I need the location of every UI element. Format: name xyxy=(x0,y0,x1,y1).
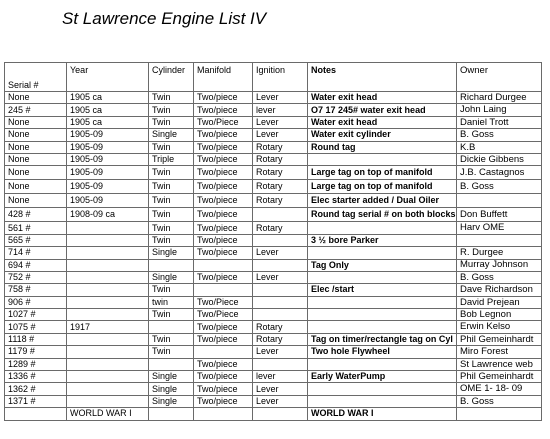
cell-year xyxy=(67,222,149,234)
cell-notes xyxy=(308,309,457,321)
cell-owner: Dave Richardson xyxy=(457,284,542,296)
cell-cylinder xyxy=(149,259,194,271)
cell-cylinder: Single xyxy=(149,383,194,395)
cell-year: 1905-09 xyxy=(67,166,149,180)
table-row xyxy=(5,247,542,259)
cell-manifold: Two/piece xyxy=(194,208,253,222)
cell-cylinder xyxy=(149,321,194,333)
cell-ignition xyxy=(253,296,308,308)
cell-serial: 1075 # xyxy=(5,321,67,333)
table-row xyxy=(5,271,542,283)
cell-year xyxy=(67,309,149,321)
page-title: St Lawrence Engine List IV xyxy=(62,9,267,28)
cell-owner: Phil Gemeinhardt xyxy=(457,371,542,383)
cell-notes: Water exit head xyxy=(308,92,457,104)
cell-owner: B. Goss xyxy=(457,129,542,141)
table-row xyxy=(5,194,542,208)
cell-manifold: Two/piece xyxy=(194,166,253,180)
cell-serial: 714 # xyxy=(5,247,67,259)
cell-owner: J.B. Castagnos xyxy=(457,166,542,180)
cell-year xyxy=(67,358,149,370)
cell-manifold: Two/piece xyxy=(194,234,253,246)
cell-year: 1905 ca xyxy=(67,116,149,128)
cell-ignition: Rotary xyxy=(253,222,308,234)
cell-ignition: Lever xyxy=(253,395,308,407)
cell-manifold: Two/piece xyxy=(194,153,253,165)
cell-manifold: Two/piece xyxy=(194,395,253,407)
cell-serial: None xyxy=(5,141,67,153)
table-row xyxy=(5,395,542,407)
cell-cylinder xyxy=(149,358,194,370)
cell-notes xyxy=(308,358,457,370)
cell-owner: Bob Legnon xyxy=(457,309,542,321)
table-row xyxy=(5,346,542,358)
table-body xyxy=(5,63,542,421)
cell-ignition: Rotary xyxy=(253,333,308,345)
table-header-row xyxy=(5,63,542,92)
cell-notes: 3 ½ bore Parker xyxy=(308,234,457,246)
cell-owner: OME 1- 18- 09 xyxy=(457,383,542,395)
cell-manifold: Two/piece xyxy=(194,222,253,234)
cell-manifold xyxy=(194,346,253,358)
column-header-notes: Notes xyxy=(308,63,457,92)
cell-ignition: Rotary xyxy=(253,153,308,165)
cell-manifold: Two/piece xyxy=(194,271,253,283)
column-header-cylinder: Cylinder xyxy=(149,63,194,92)
cell-owner: B. Goss xyxy=(457,271,542,283)
cell-serial: 561 # xyxy=(5,222,67,234)
cell-notes: Tag Only xyxy=(308,259,457,271)
cell-owner: Erwin Kelso xyxy=(457,321,542,333)
cell-cylinder: Twin xyxy=(149,346,194,358)
cell-manifold xyxy=(194,408,253,420)
cell-serial: 1289 # xyxy=(5,358,67,370)
cell-cylinder: Twin xyxy=(149,141,194,153)
cell-manifold: Two/piece xyxy=(194,371,253,383)
table-row xyxy=(5,408,542,420)
cell-ignition: lever xyxy=(253,371,308,383)
cell-year xyxy=(67,371,149,383)
cell-ignition xyxy=(253,259,308,271)
cell-cylinder: Twin xyxy=(149,222,194,234)
cell-ignition: Rotary xyxy=(253,194,308,208)
column-header-year: Year xyxy=(67,63,149,92)
cell-notes: Water exit cylinder xyxy=(308,129,457,141)
cell-notes: Round tag serial # on both blocks xyxy=(308,208,457,222)
cell-manifold: Two/piece xyxy=(194,333,253,345)
cell-manifold: Two/piece xyxy=(194,141,253,153)
cell-owner: K.B xyxy=(457,141,542,153)
cell-ignition: Lever xyxy=(253,116,308,128)
cell-ignition xyxy=(253,309,308,321)
cell-year xyxy=(67,284,149,296)
table-row xyxy=(5,371,542,383)
cell-serial: 565 # xyxy=(5,234,67,246)
table-row xyxy=(5,153,542,165)
cell-owner xyxy=(457,234,542,246)
cell-year xyxy=(67,383,149,395)
cell-cylinder: Twin xyxy=(149,333,194,345)
cell-serial: 1362 # xyxy=(5,383,67,395)
cell-ignition: lever xyxy=(253,104,308,116)
cell-notes xyxy=(308,383,457,395)
cell-notes: Large tag on top of manifold xyxy=(308,166,457,180)
cell-owner: Phil Gemeinhardt xyxy=(457,333,542,345)
table-row xyxy=(5,284,542,296)
cell-manifold: Two/piece xyxy=(194,321,253,333)
cell-notes: Tag on timer/rectangle tag on Cyl xyxy=(308,333,457,345)
cell-serial: None xyxy=(5,92,67,104)
cell-cylinder: Twin xyxy=(149,208,194,222)
cell-ignition: Lever xyxy=(253,247,308,259)
column-header-serial: Serial # xyxy=(5,63,67,92)
cell-notes xyxy=(308,395,457,407)
table-row xyxy=(5,333,542,345)
cell-owner: St Lawrence web xyxy=(457,358,542,370)
cell-year xyxy=(67,247,149,259)
cell-cylinder: Twin xyxy=(149,234,194,246)
cell-cylinder: Twin xyxy=(149,194,194,208)
cell-ignition: Lever xyxy=(253,271,308,283)
cell-year: 1905 ca xyxy=(67,104,149,116)
table-row xyxy=(5,234,542,246)
cell-notes xyxy=(308,153,457,165)
cell-serial: 1027 # xyxy=(5,309,67,321)
cell-serial: None xyxy=(5,116,67,128)
cell-manifold: Two/piece xyxy=(194,358,253,370)
cell-cylinder: Twin xyxy=(149,309,194,321)
cell-notes: Two hole Flywheel xyxy=(308,346,457,358)
cell-ignition xyxy=(253,358,308,370)
cell-notes xyxy=(308,222,457,234)
cell-notes: WORLD WAR I xyxy=(308,408,457,420)
cell-owner: John Laing xyxy=(457,104,542,116)
cell-notes: Large tag on top of manifold xyxy=(308,180,457,194)
cell-manifold: Two/piece xyxy=(194,180,253,194)
cell-notes: Early WaterPump xyxy=(308,371,457,383)
cell-manifold: Two/piece xyxy=(194,92,253,104)
cell-year: 1905-09 xyxy=(67,180,149,194)
table-row xyxy=(5,222,542,234)
cell-owner xyxy=(457,194,542,208)
cell-serial: 1336 # xyxy=(5,371,67,383)
cell-owner: Miro Forest xyxy=(457,346,542,358)
cell-cylinder: Twin xyxy=(149,180,194,194)
cell-owner: Harv OME xyxy=(457,222,542,234)
cell-ignition: Rotary xyxy=(253,141,308,153)
cell-serial: 428 # xyxy=(5,208,67,222)
cell-owner: R. Durgee xyxy=(457,247,542,259)
table-row xyxy=(5,208,542,222)
cell-serial: None xyxy=(5,153,67,165)
cell-owner: Daniel Trott xyxy=(457,116,542,128)
cell-serial: 1179 # xyxy=(5,346,67,358)
cell-serial: 1371 # xyxy=(5,395,67,407)
table-row xyxy=(5,321,542,333)
cell-manifold xyxy=(194,284,253,296)
cell-serial: 758 # xyxy=(5,284,67,296)
cell-notes: Elec /start xyxy=(308,284,457,296)
cell-manifold: Two/Piece xyxy=(194,296,253,308)
cell-notes xyxy=(308,247,457,259)
cell-serial: 694 # xyxy=(5,259,67,271)
cell-notes: Water exit head xyxy=(308,116,457,128)
cell-year xyxy=(67,234,149,246)
cell-year xyxy=(67,271,149,283)
cell-manifold: Two/piece xyxy=(194,247,253,259)
cell-year: 1905 ca xyxy=(67,92,149,104)
table-row xyxy=(5,92,542,104)
cell-ignition xyxy=(253,408,308,420)
table-row xyxy=(5,104,542,116)
cell-serial: None xyxy=(5,129,67,141)
table-row xyxy=(5,358,542,370)
column-header-owner: Owner xyxy=(457,63,542,92)
cell-year xyxy=(67,346,149,358)
cell-year: 1905-09 xyxy=(67,194,149,208)
cell-year xyxy=(67,395,149,407)
cell-year xyxy=(67,333,149,345)
cell-owner: David Prejean xyxy=(457,296,542,308)
table-row xyxy=(5,129,542,141)
cell-manifold: Two/Piece xyxy=(194,116,253,128)
cell-manifold: Two/Piece xyxy=(194,309,253,321)
cell-cylinder: Twin xyxy=(149,166,194,180)
table-row xyxy=(5,116,542,128)
cell-cylinder: Twin xyxy=(149,104,194,116)
cell-owner xyxy=(457,408,542,420)
cell-year xyxy=(67,259,149,271)
table-row xyxy=(5,383,542,395)
cell-ignition: Lever xyxy=(253,383,308,395)
cell-owner: Dickie Gibbens xyxy=(457,153,542,165)
cell-serial: 752 # xyxy=(5,271,67,283)
cell-cylinder: Single xyxy=(149,371,194,383)
cell-ignition: Rotary xyxy=(253,180,308,194)
cell-owner: B. Goss xyxy=(457,395,542,407)
cell-owner: B. Goss xyxy=(457,180,542,194)
cell-cylinder: Twin xyxy=(149,284,194,296)
cell-serial: None xyxy=(5,194,67,208)
cell-notes xyxy=(308,296,457,308)
cell-serial: 245 # xyxy=(5,104,67,116)
engine-list-table xyxy=(4,62,542,421)
cell-serial xyxy=(5,408,67,420)
column-header-ignition: Ignition xyxy=(253,63,308,92)
cell-manifold: Two/piece xyxy=(194,194,253,208)
cell-cylinder: Single xyxy=(149,247,194,259)
cell-owner: Don Buffett xyxy=(457,208,542,222)
cell-manifold: Two/piece xyxy=(194,104,253,116)
table-row xyxy=(5,296,542,308)
cell-ignition xyxy=(253,284,308,296)
cell-ignition: Rotary xyxy=(253,321,308,333)
table-row xyxy=(5,141,542,153)
cell-cylinder: Single xyxy=(149,271,194,283)
cell-notes: Round tag xyxy=(308,141,457,153)
cell-year xyxy=(67,296,149,308)
cell-serial: None xyxy=(5,166,67,180)
cell-cylinder xyxy=(149,408,194,420)
cell-year: 1908-09 ca xyxy=(67,208,149,222)
cell-notes: O7 17 245# water exit head xyxy=(308,104,457,116)
table-row xyxy=(5,180,542,194)
cell-manifold: Two/piece xyxy=(194,383,253,395)
cell-manifold: Two/piece xyxy=(194,129,253,141)
cell-notes xyxy=(308,271,457,283)
cell-cylinder: Twin xyxy=(149,116,194,128)
table-row xyxy=(5,166,542,180)
table-row xyxy=(5,259,542,271)
cell-year: 1905-09 xyxy=(67,141,149,153)
column-header-manifold: Manifold xyxy=(194,63,253,92)
cell-serial: 906 # xyxy=(5,296,67,308)
cell-ignition: Rotary xyxy=(253,166,308,180)
cell-cylinder: Twin xyxy=(149,92,194,104)
cell-ignition xyxy=(253,208,308,222)
cell-owner: Murray Johnson xyxy=(457,259,542,271)
cell-year: WORLD WAR I xyxy=(67,408,149,420)
cell-year: 1917 xyxy=(67,321,149,333)
cell-cylinder: Single xyxy=(149,395,194,407)
cell-ignition: Lever xyxy=(253,346,308,358)
cell-ignition xyxy=(253,234,308,246)
cell-year: 1905-09 xyxy=(67,153,149,165)
cell-ignition: Lever xyxy=(253,129,308,141)
cell-notes xyxy=(308,321,457,333)
cell-cylinder: Single xyxy=(149,129,194,141)
cell-ignition: Lever xyxy=(253,92,308,104)
cell-manifold xyxy=(194,259,253,271)
cell-owner: Richard Durgee xyxy=(457,92,542,104)
cell-serial: None xyxy=(5,180,67,194)
cell-year: 1905-09 xyxy=(67,129,149,141)
cell-cylinder: Triple xyxy=(149,153,194,165)
table-row xyxy=(5,309,542,321)
cell-serial: 1118 # xyxy=(5,333,67,345)
cell-notes: Elec starter added / Dual Oiler xyxy=(308,194,457,208)
cell-cylinder: twin xyxy=(149,296,194,308)
